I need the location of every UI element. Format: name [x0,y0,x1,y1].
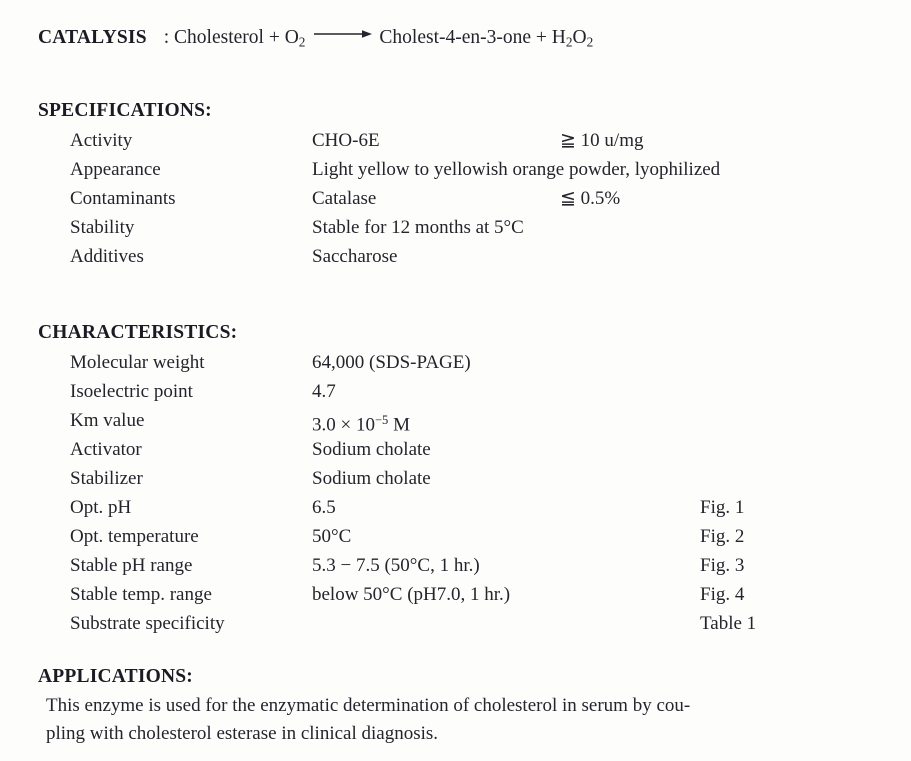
spec-extra-contaminants: ≦ 0.5% [560,188,621,209]
table-row [0,493,911,522]
table-row [0,242,911,271]
reaction-colon: : [163,27,170,48]
table-row [0,435,911,464]
catalysis-line [38,27,593,51]
km-value-mantissa: 3.0 × 10 [312,414,375,436]
char-value-isoelectric-point: 4.7 [312,381,336,402]
char-label-stabilizer: Stabilizer [70,468,143,489]
char-ref-substrate-specificity: Table 1 [700,613,757,634]
applications-line-2: pling with cholesterol esterase in clinical diagnosis. [46,723,439,744]
spec-label-contaminants: Contaminants [70,188,176,209]
table-row [0,406,911,435]
reaction-product-oxygen: O [572,27,587,48]
applications-paragraph [46,692,836,748]
specifications-table [0,126,911,271]
table-row [0,609,911,638]
spec-label-additives: Additives [70,246,144,267]
characteristics-table [0,348,911,638]
table-row [0,213,911,242]
applications-line-1: This enzyme is used for the enzymatic determination of cholesterol in serum by cou- [46,695,691,716]
char-value-stable-temp-range: below 50°C (pH7.0, 1 hr.) [312,584,511,605]
table-row [0,126,911,155]
char-label-isoelectric-point: Isoelectric point [70,381,193,402]
char-label-substrate-specificity: Substrate specificity [70,613,225,634]
table-row [0,551,911,580]
spec-label-stability: Stability [70,217,135,238]
char-value-activator: Sodium cholate [312,439,431,460]
char-label-activator: Activator [70,439,142,460]
reaction-substrate: Cholesterol + O [174,27,299,48]
reaction-arrow-icon [314,28,372,40]
char-value-opt-temperature: 50°C [312,526,352,547]
spec-label-activity: Activity [70,130,133,151]
char-ref-stable-temp-range: Fig. 4 [700,584,745,605]
km-value-exponent: −5 [374,413,389,427]
reaction-product: Cholest-4-en-3-one + H [379,27,566,48]
reaction-product-subscript-1: 2 [565,34,573,50]
spec-extra-activity: ≧ 10 u/mg [560,130,644,151]
applications-heading: APPLICATIONS: [38,666,194,687]
char-label-molecular-weight: Molecular weight [70,352,205,373]
table-row [0,155,911,184]
char-label-opt-ph: Opt. pH [70,497,132,518]
char-ref-opt-temperature: Fig. 2 [700,526,745,547]
characteristics-heading: CHARACTERISTICS: [38,322,238,343]
char-value-opt-ph: 6.5 [312,497,336,518]
char-ref-opt-ph: Fig. 1 [700,497,745,518]
spec-value-appearance: Light yellow to yellowish orange powder, lyophilized [312,159,721,180]
char-ref-stable-ph-range: Fig. 3 [700,555,745,576]
char-label-stable-temp-range: Stable temp. range [70,584,212,605]
table-row [0,348,911,377]
spec-value-contaminants: Catalase [312,188,377,209]
catalysis-heading: CATALYSIS [38,27,147,48]
char-value-stable-ph-range: 5.3 − 7.5 (50°C, 1 hr.) [312,555,480,576]
spec-value-stability: Stable for 12 months at 5°C [312,217,524,238]
km-value-unit: M [388,414,410,436]
char-label-stable-ph-range: Stable pH range [70,555,193,576]
spec-label-appearance: Appearance [70,159,161,180]
char-value-molecular-weight: 64,000 (SDS-PAGE) [312,352,471,373]
table-row [0,184,911,213]
catalysis-reaction [164,27,593,51]
reaction-substrate-subscript: 2 [298,34,306,50]
char-label-km-value: Km value [70,410,145,431]
spec-value-activity: CHO-6E [312,130,380,151]
table-row [0,377,911,406]
specifications-heading: SPECIFICATIONS: [38,100,212,121]
spec-value-additives: Saccharose [312,246,398,267]
reaction-product-subscript-2: 2 [586,34,594,50]
table-row [0,464,911,493]
table-row [0,522,911,551]
table-row [0,580,911,609]
char-value-stabilizer: Sodium cholate [312,468,431,489]
char-label-opt-temperature: Opt. temperature [70,526,199,547]
